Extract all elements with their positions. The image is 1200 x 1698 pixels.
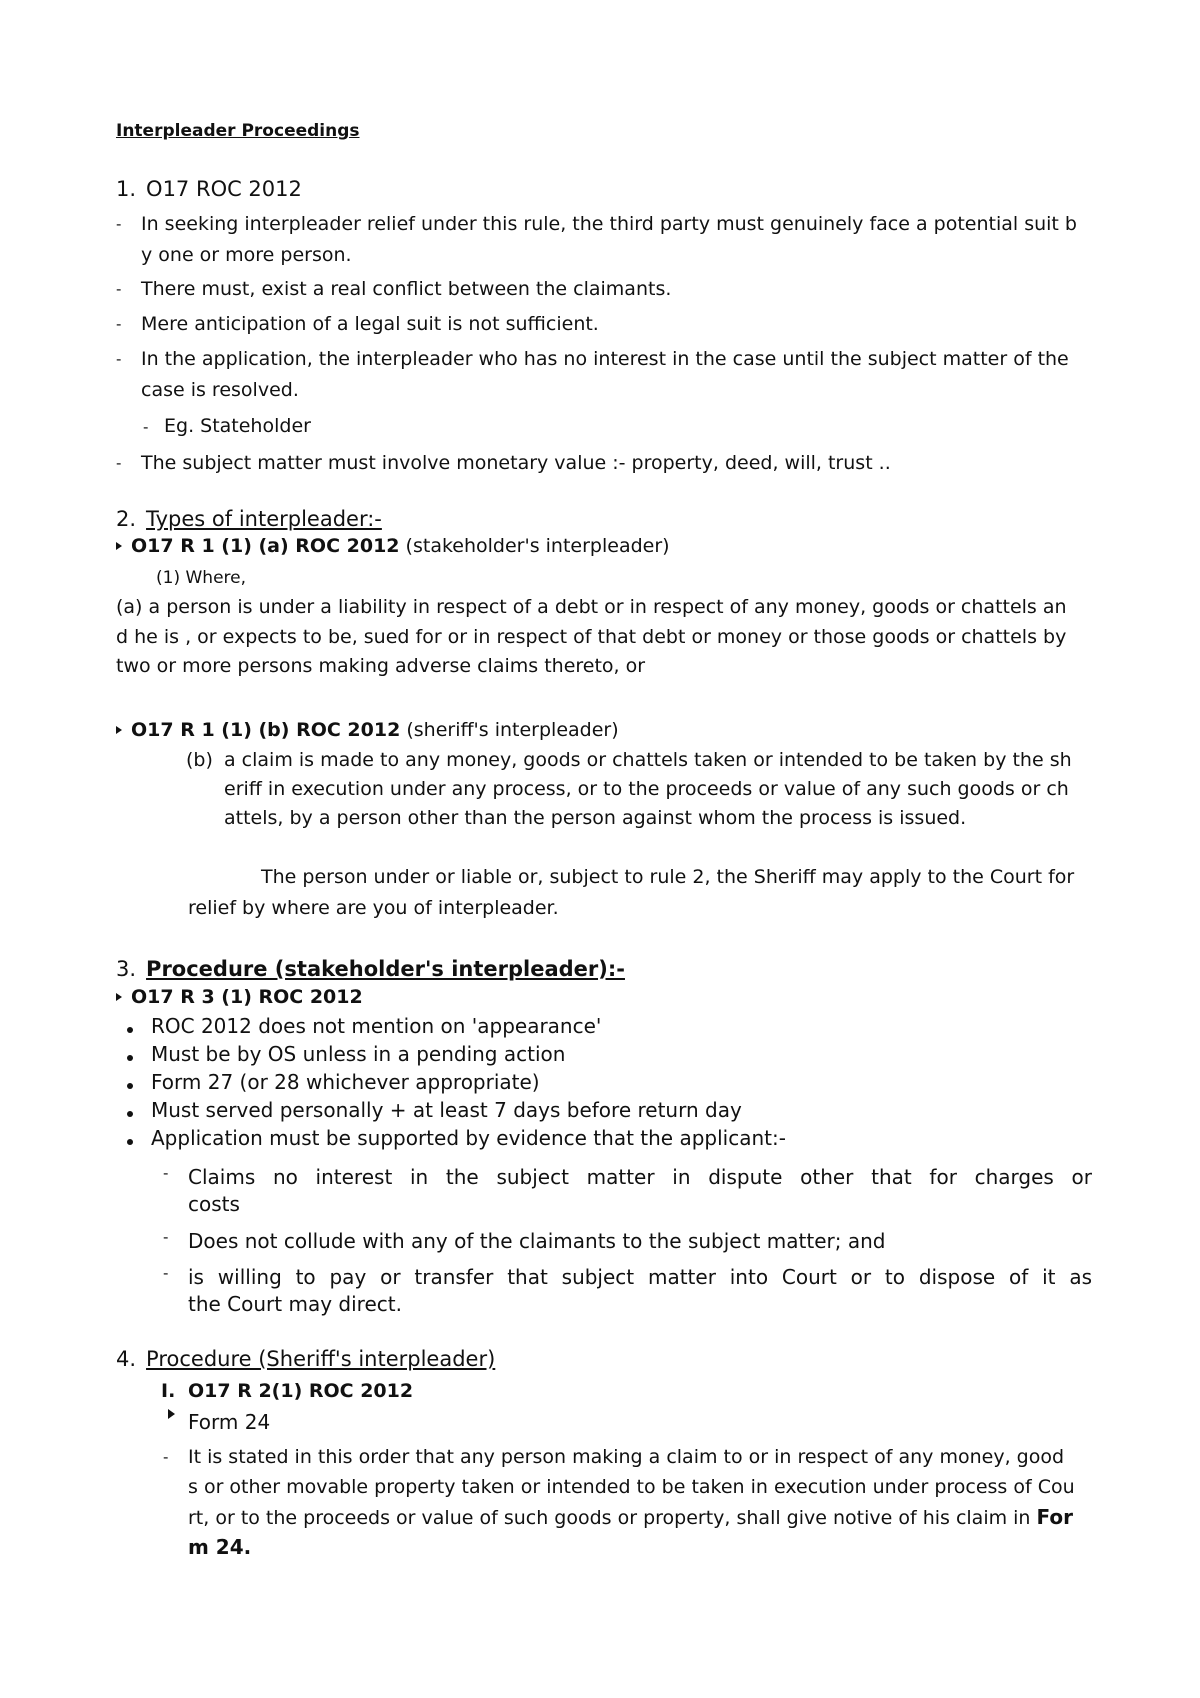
sub-list-item: Does not collude with any of the claimants to the subject matter; and: [188, 1229, 886, 1253]
dash-marker: -: [116, 315, 122, 333]
section-title: Procedure (Sheriff's interpleader): [146, 1347, 496, 1371]
list-item-continuation: y one or more person.: [141, 244, 352, 266]
arrow-bullet-icon: [116, 542, 122, 550]
dash-marker: -: [143, 418, 149, 436]
dash-marker: -: [116, 215, 122, 233]
bullet-item: Form 27 (or 28 whichever appropriate): [151, 1070, 540, 1094]
bullet-icon: [127, 1027, 133, 1033]
bullet-item: ROC 2012 does not mention on 'appearance': [151, 1014, 602, 1038]
paragraph-line: attels, by a person other than the person against whom the process is issued.: [224, 807, 967, 829]
section-1-heading: [116, 176, 302, 202]
list-item: The subject matter must involve monetary value :- property, deed, will, trust ..: [141, 452, 891, 474]
list-item: There must, exist a real conflict between the claimants.: [141, 278, 672, 300]
rule-citation: O17 R 1 (1) (b) ROC 2012: [131, 719, 401, 741]
paragraph-line: relief by where are you of interpleader.: [188, 897, 559, 919]
section-title: Procedure (stakeholder's interpleader):-: [146, 957, 625, 981]
paragraph-line: two or more persons making adverse claims thereto, or: [116, 655, 646, 677]
roman-numeral: I.: [161, 1380, 176, 1402]
bullet-icon: [127, 1111, 133, 1117]
list-item: Mere anticipation of a legal suit is not sufficient.: [141, 313, 599, 335]
section-number: 2.: [116, 507, 137, 531]
rule-citation: O17 R 2(1) ROC 2012: [188, 1380, 414, 1402]
paragraph-line: The person under or liable or, subject to rule 2, the Sheriff may apply to the Court for: [261, 866, 1075, 888]
bullet-icon: [127, 1139, 133, 1145]
dash-marker: -: [163, 1264, 169, 1282]
rule-citation: O17 R 1 (1) (a) ROC 2012: [131, 535, 400, 557]
rule-note: (sheriff's interpleader): [400, 719, 619, 741]
bullet-item: Must served personally + at least 7 days before return day: [151, 1098, 742, 1122]
paragraph-line: m 24.: [188, 1535, 252, 1559]
section-title: O17 ROC 2012: [146, 177, 302, 201]
sub-list-item: is willing to pay or transfer that subject matter into Court or to dispose of it as: [188, 1265, 1092, 1289]
paragraph-line: It is stated in this order that any person making a claim to or in respect of any money, good: [188, 1446, 1065, 1468]
section-4-heading: [116, 1346, 495, 1372]
paragraph-line: d he is , or expects to be, sued for or in respect of that debt or money or those goods or chattels by: [116, 626, 1067, 648]
dash-marker: -: [116, 280, 122, 298]
bullet-icon: [127, 1083, 133, 1089]
sub-list-item-continuation: costs: [188, 1192, 240, 1216]
paragraph-line: s or other movable property taken or intended to be taken in execution under process of Cou: [188, 1476, 1075, 1498]
paragraph-text: rt, or to the proceeds or value of such goods or property, shall give notive of his claim in: [188, 1507, 1031, 1529]
sub-list-item: Claims no interest in the subject matter in dispute other that for charges or: [188, 1165, 1092, 1189]
bullet-item: Must be by OS unless in a pending action: [151, 1042, 566, 1066]
dash-marker: -: [163, 1228, 169, 1246]
list-item: In seeking interpleader relief under this rule, the third party must genuinely face a potential suit b: [141, 213, 1077, 235]
section-number: 3.: [116, 957, 137, 981]
list-item-continuation: case is resolved.: [141, 379, 299, 401]
rule-note: (stakeholder's interpleader): [399, 535, 670, 557]
list-item: In the application, the interpleader who has no interest in the case until the subject matter of the: [141, 348, 1069, 370]
bold-form-word: For: [1036, 1505, 1073, 1529]
where-label: (1) Where,: [156, 568, 247, 588]
rule-citation: O17 R 3 (1) ROC 2012: [131, 986, 363, 1008]
page-title: Interpleader Proceedings: [116, 121, 360, 141]
sub-list-item: Eg. Stateholder: [164, 415, 311, 437]
section-2-heading: [116, 506, 382, 532]
paragraph-line: eriff in execution under any process, or to the proceeds or value of any such goods or ch: [224, 778, 1069, 800]
dash-marker: -: [163, 1448, 169, 1466]
sub-list-item-continuation: the Court may direct.: [188, 1292, 402, 1316]
dash-marker: -: [163, 1164, 169, 1182]
dash-marker: -: [116, 350, 122, 368]
arrow-bullet-icon: [168, 1409, 175, 1419]
arrow-bullet-icon: [116, 993, 122, 1001]
bullet-item: Application must be supported by evidence that the applicant:-: [151, 1126, 786, 1150]
section-title: Types of interpleader:-: [146, 507, 382, 531]
arrow-bullet-icon: [116, 726, 122, 734]
paragraph-line: a claim is made to any money, goods or chattels taken or intended to be taken by the sh: [224, 749, 1072, 771]
form-reference: Form 24: [188, 1410, 271, 1434]
section-3-heading: [116, 956, 625, 982]
dash-marker: -: [116, 454, 122, 472]
rule-reference: [131, 533, 670, 559]
section-number: 1.: [116, 177, 137, 201]
section-number: 4.: [116, 1347, 137, 1371]
paragraph-line: (a) a person is under a liability in respect of a debt or in respect of any money, goods or chattels an: [116, 596, 1067, 618]
paragraph-line: [188, 1504, 1073, 1531]
bullet-icon: [127, 1055, 133, 1061]
rule-reference: [131, 717, 619, 743]
paragraph-label: (b): [186, 749, 213, 771]
